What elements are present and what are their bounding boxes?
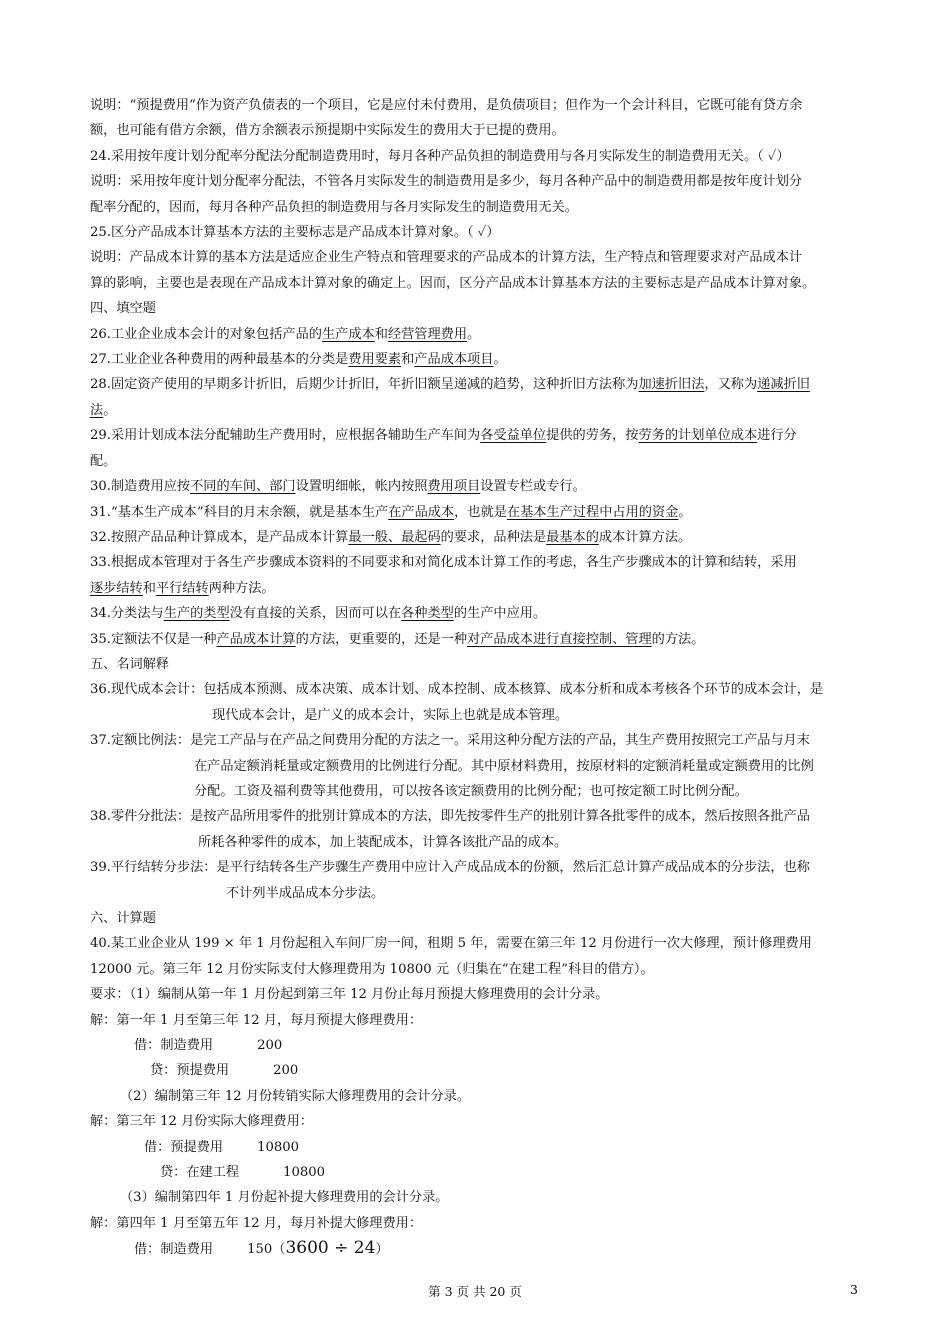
question-35: 35.定额法不仅是一种产品成本计算的方法，更重要的，还是一种对产品成本进行直接控制、管理的方法。 — [90, 631, 705, 647]
question-34: 34.分类法与生产的类型没有直接的关系，因而可以在各种类型的生产中应用。 — [90, 606, 547, 622]
document-body — [90, 93, 860, 1263]
section-heading: 五、名词解释 — [90, 656, 170, 672]
text-line: 25.区分产品成本计算基本方法的主要标志是产品成本计算对象。（ ✓） — [90, 225, 500, 241]
answer-blank: 产品成本计算 — [216, 631, 296, 647]
answer-blank: 产品成本项目 — [414, 352, 494, 368]
formula: 3600 ÷ 24 — [285, 1238, 376, 1259]
answer-blank: 费用项目 — [427, 479, 481, 495]
journal-entry-debit: 借：制造费用 150（3600 ÷ 24） — [134, 1238, 389, 1259]
answer-blank: 在基本生产过程中占用的资金 — [506, 504, 679, 520]
term-39: 39.平行结转分步法：是平行结转各生产步骤生产费用中应计入产成品成本的份额，然后汇总计算产成品成本的分步法，也称 不计列半成品成本分步法。 — [90, 860, 810, 901]
journal-entry-credit: 贷：在建工程 10800 — [160, 1165, 326, 1181]
text-line: 说明：“预提费用“作为资产负债表的一个项目，它是应付未付费用，是负债项目；但作为一个会计科目，它既可能有贷方余 — [90, 98, 803, 113]
requirement: （3）编制第四年 1 月份起补提大修理费用的会计分录。 — [120, 1190, 449, 1206]
question-26: 26.工业企业成本会计的对象包括产品的生产成本和经营管理费用。 — [90, 326, 481, 342]
answer-blank: 平行结转 — [155, 580, 209, 596]
answer-blank: 生产成本 — [321, 326, 375, 342]
journal-entry-debit: 借：制造费用 200 — [134, 1038, 283, 1054]
text-line: 配率分配的，因而，每月各种产品负担的制造费用与各月实际发生的制造费用无关。 — [90, 199, 578, 215]
text-line: 24.采用按年度计划分配率分配法分配制造费用时，每月各种产品负担的制造费用与各月实际发生的制造费用无关。（ ✓） — [90, 148, 790, 164]
text-line: 算的影响，主要也是表现在产品成本计算对象的确定上。因而，区分产品成本计算基本方法的主要标志是产品成本计算对象。 — [90, 275, 816, 291]
answer-blank: 费用要素 — [348, 352, 402, 368]
answer-blank: 各受益单位 — [480, 428, 547, 444]
question-30: 30.制造费用应按不同的车间、部门设置明细帐，帐内按照费用项目设置专栏或专行。 — [90, 479, 586, 495]
term-37: 37.定额比例法：是完工产品与在产品之间费用分配的方法之一。采用这种分配方法的产品，其生产费用按照完工产品与月末 在产品定额消耗量或定额费用的比例进行分配。其中原材料费用，按原材料的定额消耗量或定额费用的比例 分配。工资及福利费等其他费用，可以按各该定额费用的比例分配；也可按定额工时比例分配。 — [90, 733, 814, 799]
answer-blank: 最基本的 — [546, 529, 599, 545]
page-indicator: 第 3 页 共 20 页 — [428, 1284, 522, 1299]
answer-blank: 递减折旧 — [757, 377, 810, 393]
section-heading: 四、填空题 — [90, 301, 156, 317]
answer-blank: 不同的车间、部门 — [190, 479, 296, 495]
answer-blank: 逐步结转 — [90, 580, 143, 596]
requirement: 要求：（1）编制从第一年 1 月份起到第三年 12 月份止每月预提大修理费用的会计分录。 — [90, 987, 609, 1003]
answer-blank: 对产品成本进行直接控制、管理 — [467, 631, 652, 647]
answer-blank: 加速折旧法 — [638, 377, 705, 393]
solution-line: 解：第四年 1 月至第五年 12 月，每月补提大修理费用： — [90, 1215, 423, 1231]
answer-blank: 各种类型 — [401, 606, 454, 622]
solution-line: 解：第一年 1 月至第三年 12 月，每月预提大修理费用： — [90, 1012, 423, 1028]
answer-blank: 在产品成本 — [388, 504, 455, 520]
answer-blank: 生产的类型 — [163, 606, 230, 622]
text-line: 说明：产品成本计算的基本方法是适应企业生产特点和管理要求的产品成本的计算方法，生产特点和管理要求对产品成本计 — [90, 250, 803, 266]
journal-entry-debit: 借：预提费用 10800 — [144, 1139, 300, 1155]
question-32: 32.按照产品品种计算成本，是产品成本计算最一般、最起码的要求，品种法是最基本的成本计算方法。 — [90, 529, 692, 545]
answer-blank: 最一般、最起码 — [348, 529, 441, 545]
question-33: 33.根据成本管理对于各生产步骤成本资料的不同要求和对简化成本计算工作的考虑，各生产步骤成本的计算和结转，采用 逐步结转和平行结转两种方法。 — [90, 555, 797, 596]
section-heading: 六、计算题 — [90, 911, 156, 926]
page-number: 3 — [850, 1282, 858, 1297]
question-29: 29.采用计划成本法分配辅助生产费用时，应根据各辅助生产车间为各受益单位提供的劳务，按劳务的计划单位成本进行分 配。 — [90, 428, 797, 469]
journal-entry-credit: 贷：预提费用 200 — [150, 1063, 299, 1079]
term-36: 36.现代成本会计：包括成本预测、成本决策、成本计划、成本控制、成本核算、成本分析和成本考核各个环节的成本会计，是 现代成本会计，是广义的成本会计，实际上也就是成本管理。 — [90, 682, 824, 723]
term-38: 38.零件分批法：是按产品所用零件的批别计算成本的方法，即先按零件生产的批别计算各批零件的成本，然后按照各批产品 所耗各种零件的成本，加上装配成本，计算各该批产品的成本。 — [90, 809, 810, 850]
requirement: （2）编制第三年 12 月份转销实际大修理费用的会计分录。 — [120, 1088, 471, 1104]
answer-blank: 劳务的计划单位成本 — [638, 428, 758, 444]
question-31: 31.“基本生产成本”科目的月末余额，就是基本生产在产品成本，也就是在基本生产过程中占用的资金。 — [90, 504, 692, 520]
text-line: 说明：采用按年度计划分配率分配法，不管各月实际发生的制造费用是多少，每月各种产品中的制造费用都是按年度计划分 — [90, 174, 803, 190]
question-27: 27.工业企业各种费用的两种最基本的分类是费用要素和产品成本项目。 — [90, 352, 507, 368]
question-28: 28.固定资产使用的早期多计折旧，后期少计折旧，年折旧额呈递减的趋势，这种折旧方法称为加速折旧法，又称为递减折旧 法。 — [90, 377, 810, 418]
solution-line: 解：第三年 12 月份实际大修理费用： — [90, 1114, 313, 1130]
answer-blank: 经营管理费用 — [387, 326, 468, 342]
question-40: 40.某工业企业从 199 × 年 1 月份起租入车间厂房一间，租期 5 年，需要在第三年 12 月份进行一次大修理，预计修理费用 12000 元。第三年 12 月份实际支付大修理费用为 10800 元（归集在“在建工程”科目的借方）。 — [90, 936, 812, 977]
text-line: 额，也可能有借方余额，借方余额表示预提期中实际发生的费用大于已提的费用。 — [90, 123, 565, 139]
